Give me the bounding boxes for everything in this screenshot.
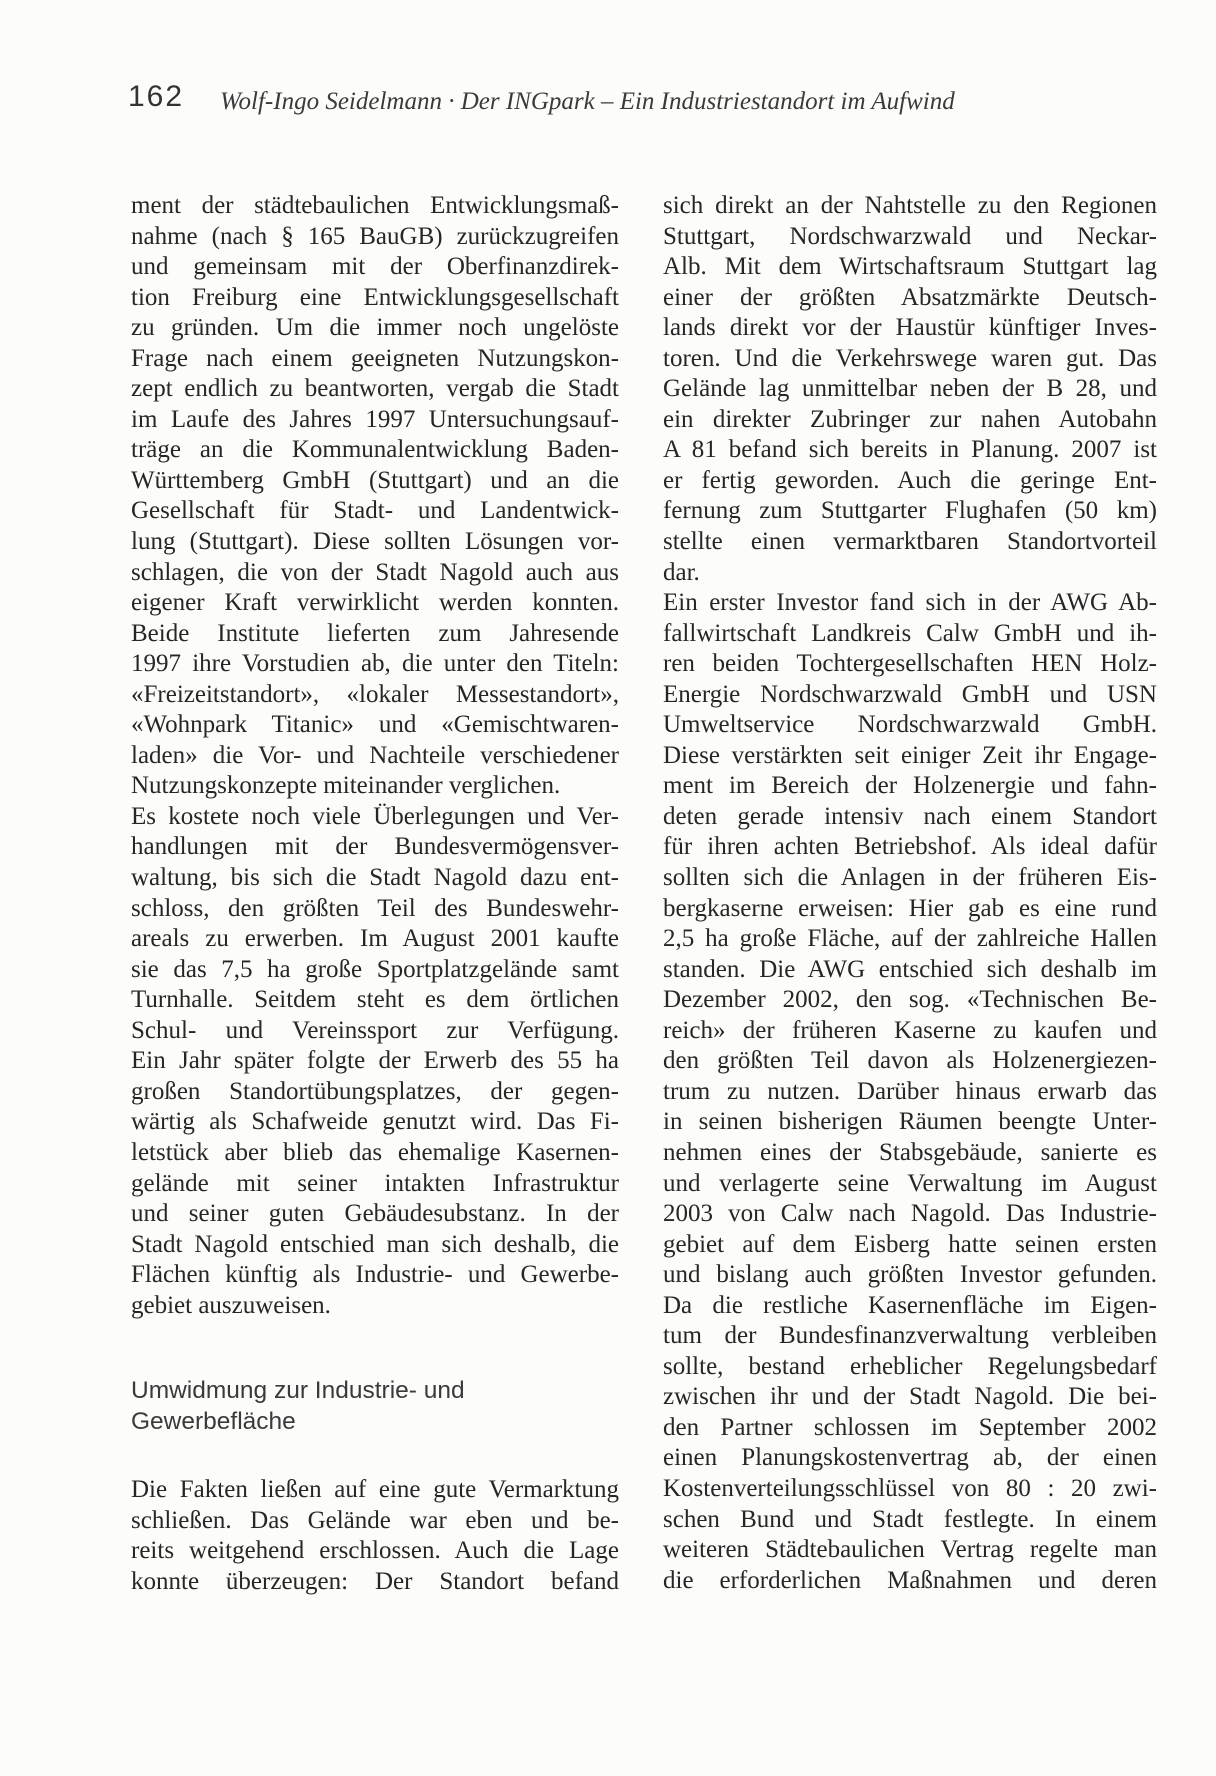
- text-line: einer der größten Absatzmärkte Deutsch-: [663, 283, 1157, 311]
- text-line: konnte überzeugen: Der Standort befand: [131, 1567, 619, 1595]
- text-line: A 81 befand sich bereits in Planung. 2007 ist: [663, 436, 1157, 464]
- text-line: und verlagerte seine Verwaltung im August: [663, 1169, 1157, 1197]
- paragraph: [663, 588, 1157, 1596]
- section-heading-line: Umwidmung zur Industrie- und: [131, 1377, 465, 1405]
- text-line: weiteren Städtebaulichen Vertrag regelte man: [663, 1536, 1157, 1564]
- text-line: schen Bund und Stadt festlegte. In einem: [663, 1505, 1157, 1533]
- text-line: Gelände lag unmittelbar neben der B 28, und: [663, 375, 1157, 403]
- text-line: schließen. Das Gelände war eben und be-: [131, 1506, 619, 1534]
- text-line: tum der Bundesfinanzverwaltung verbleiben: [663, 1322, 1157, 1350]
- text-line: 1997 ihre Vorstudien ab, die unter den Titeln:: [131, 650, 619, 678]
- text-line: Flächen künftig als Industrie- und Gewerbe-: [131, 1261, 619, 1289]
- paragraph: [131, 802, 619, 1321]
- text-line: und seiner guten Gebäudesubstanz. In der: [131, 1200, 619, 1228]
- text-line: Stuttgart, Nordschwarzwald und Neckar-: [663, 222, 1157, 250]
- text-line: stellte einen vermarktbaren Standortvorteil: [663, 528, 1157, 556]
- text-line: Turnhalle. Seitdem steht es dem örtlichen: [131, 986, 619, 1014]
- text-line: zept endlich zu beantworten, vergab die Stadt: [131, 375, 619, 403]
- text-line: die erforderlichen Maßnahmen und deren: [663, 1566, 1157, 1594]
- text-line: ein direkter Zubringer zur nahen Autobahn: [663, 405, 1157, 433]
- text-line: eigener Kraft verwirklicht werden konnten.: [131, 589, 619, 617]
- text-line: fallwirtschaft Landkreis Calw GmbH und ih-: [663, 619, 1157, 647]
- text-line: ren beiden Tochtergesellschaften HEN Holz-: [663, 650, 1157, 678]
- text-line: Ein Jahr später folgte der Erwerb des 55 ha: [131, 1047, 619, 1075]
- paragraph: [131, 191, 619, 802]
- text-line: Schul- und Vereinssport zur Verfügung.: [131, 1016, 619, 1044]
- text-line: Alb. Mit dem Wirtschaftsraum Stuttgart lag: [663, 253, 1157, 281]
- running-head: Wolf-Ingo Seidelmann · Der INGpark – Ein Industriestandort im Aufwind: [220, 88, 955, 115]
- text-line: den größten Teil davon als Holzenergiezen-: [663, 1047, 1157, 1075]
- text-line: im Laufe des Jahres 1997 Untersuchungsauf-: [131, 405, 619, 433]
- text-line: Diese verstärkten seit einiger Zeit ihr Engage-: [663, 741, 1157, 769]
- text-line: er fertig geworden. Auch die geringe Ent-: [663, 466, 1157, 494]
- text-line: lung (Stuttgart). Diese sollten Lösungen vor-: [131, 528, 619, 556]
- text-line: Die Fakten ließen auf eine gute Vermarktung: [131, 1476, 619, 1504]
- text-line: 2,5 ha große Fläche, auf der zahlreiche Hallen: [663, 925, 1157, 953]
- text-line: waltung, bis sich die Stadt Nagold dazu ent-: [131, 864, 619, 892]
- text-line: Württemberg GmbH (Stuttgart) und an die: [131, 466, 619, 494]
- text-line: schlagen, die von der Stadt Nagold auch aus: [131, 558, 619, 586]
- text-line: bergkaserne erweisen: Hier gab es eine rund: [663, 894, 1157, 922]
- text-line: Kostenverteilungsschlüssel von 80 : 20 zwi-: [663, 1474, 1157, 1502]
- right-column: [663, 191, 1157, 1596]
- text-line: sollte, bestand erheblicher Regelungsbedarf: [663, 1352, 1157, 1380]
- text-line: gebiet auf dem Eisberg hatte seinen ersten: [663, 1230, 1157, 1258]
- text-line: standen. Die AWG entschied sich deshalb im: [663, 955, 1157, 983]
- paragraph: [131, 1475, 619, 1597]
- text-line: dar.: [663, 558, 700, 586]
- text-line: Nutzungskonzepte miteinander verglichen.: [131, 772, 561, 800]
- text-line: einen Planungskostenvertrag ab, der einen: [663, 1444, 1157, 1472]
- text-line: deten gerade intensiv nach einem Standort: [663, 802, 1157, 830]
- text-line: sie das 7,5 ha große Sportplatzgelände samt: [131, 955, 619, 983]
- text-line: 2003 von Calw nach Nagold. Das Industrie-: [663, 1200, 1157, 1228]
- text-line: und bislang auch größten Investor gefunden.: [663, 1261, 1157, 1289]
- text-line: trum zu nutzen. Darüber hinaus erwarb das: [663, 1077, 1157, 1105]
- text-line: Umweltservice Nordschwarzwald GmbH.: [663, 711, 1157, 739]
- text-line: reits weitgehend erschlossen. Auch die Lage: [131, 1537, 619, 1565]
- text-line: toren. Und die Verkehrswege waren gut. Das: [663, 344, 1157, 372]
- text-line: sollten sich die Anlagen in der früheren Eis-: [663, 864, 1157, 892]
- text-line: träge an die Kommunalentwicklung Baden-: [131, 436, 619, 464]
- text-line: und gemeinsam mit der Oberfinanzdirek-: [131, 253, 619, 281]
- text-line: sich direkt an der Nahtstelle zu den Regionen: [663, 192, 1157, 219]
- text-line: letstück aber blieb das ehemalige Kasernen-: [131, 1138, 619, 1166]
- text-line: Energie Nordschwarzwald GmbH und USN: [663, 680, 1157, 708]
- text-line: lands direkt vor der Haustür künftiger Inves-: [663, 314, 1157, 342]
- paragraph: [663, 191, 1157, 588]
- text-line: «Freizeitstandort», «lokaler Messestandort»,: [131, 680, 619, 708]
- text-line: tion Freiburg eine Entwicklungsgesellschaft: [131, 283, 619, 311]
- section-heading: [131, 1376, 619, 1437]
- text-line: nehmen eines der Stabsgebäude, sanierte es: [663, 1138, 1157, 1166]
- text-line: großen Standortübungsplatzes, der gegen-: [131, 1077, 619, 1105]
- text-line: reich» der früheren Kaserne zu kaufen und: [663, 1016, 1157, 1044]
- text-line: areals zu erwerben. Im August 2001 kaufte: [131, 925, 619, 953]
- text-line: in seinen bisherigen Räumen beengte Unter-: [663, 1108, 1157, 1136]
- text-line: den Partner schlossen im September 2002: [663, 1413, 1157, 1441]
- text-line: Es kostete noch viele Überlegungen und Ver-: [131, 802, 619, 830]
- text-line: Gesellschaft für Stadt- und Landentwick-: [131, 497, 619, 525]
- text-line: Beide Institute lieferten zum Jahresende: [131, 619, 619, 647]
- text-line: Frage nach einem geeigneten Nutzungskon-: [131, 344, 619, 372]
- text-line: Da die restliche Kasernenfläche im Eigen-: [663, 1291, 1157, 1319]
- section-heading-line: Gewerbefläche: [131, 1407, 296, 1435]
- left-column: [131, 191, 619, 1598]
- text-line: Stadt Nagold entschied man sich deshalb, die: [131, 1230, 619, 1258]
- text-line: nahme (nach § 165 BauGB) zurückzugreifen: [131, 222, 619, 250]
- text-line: Ein erster Investor fand sich in der AWG Ab-: [663, 589, 1157, 617]
- text-line: fernung zum Stuttgarter Flughafen (50 km): [663, 497, 1157, 525]
- text-line: schloss, den größten Teil des Bundeswehr-: [131, 894, 619, 922]
- text-line: gelände mit seiner intakten Infrastruktur: [131, 1169, 619, 1197]
- text-line: «Wohnpark Titanic» und «Gemischtwaren-: [131, 711, 619, 739]
- text-line: handlungen mit der Bundesvermögensver-: [131, 833, 619, 861]
- text-line: wärtig als Schafweide genutzt wird. Das Fi-: [131, 1108, 619, 1136]
- text-line: Dezember 2002, den sog. «Technischen Be-: [663, 986, 1157, 1014]
- text-line: zwischen ihr und der Stadt Nagold. Die bei-: [663, 1383, 1157, 1411]
- text-line: für ihren achten Betriebshof. Als ideal dafür: [663, 833, 1157, 861]
- text-line: zu gründen. Um die immer noch ungelöste: [131, 314, 619, 342]
- page-number: 162: [128, 80, 185, 113]
- text-line: laden» die Vor- und Nachteile verschiedener: [131, 741, 619, 769]
- text-line: ment der städtebaulichen Entwicklungsmaß-: [131, 192, 619, 219]
- text-line: ment im Bereich der Holzenergie und fahn-: [663, 772, 1157, 800]
- text-line: gebiet auszuweisen.: [131, 1291, 331, 1319]
